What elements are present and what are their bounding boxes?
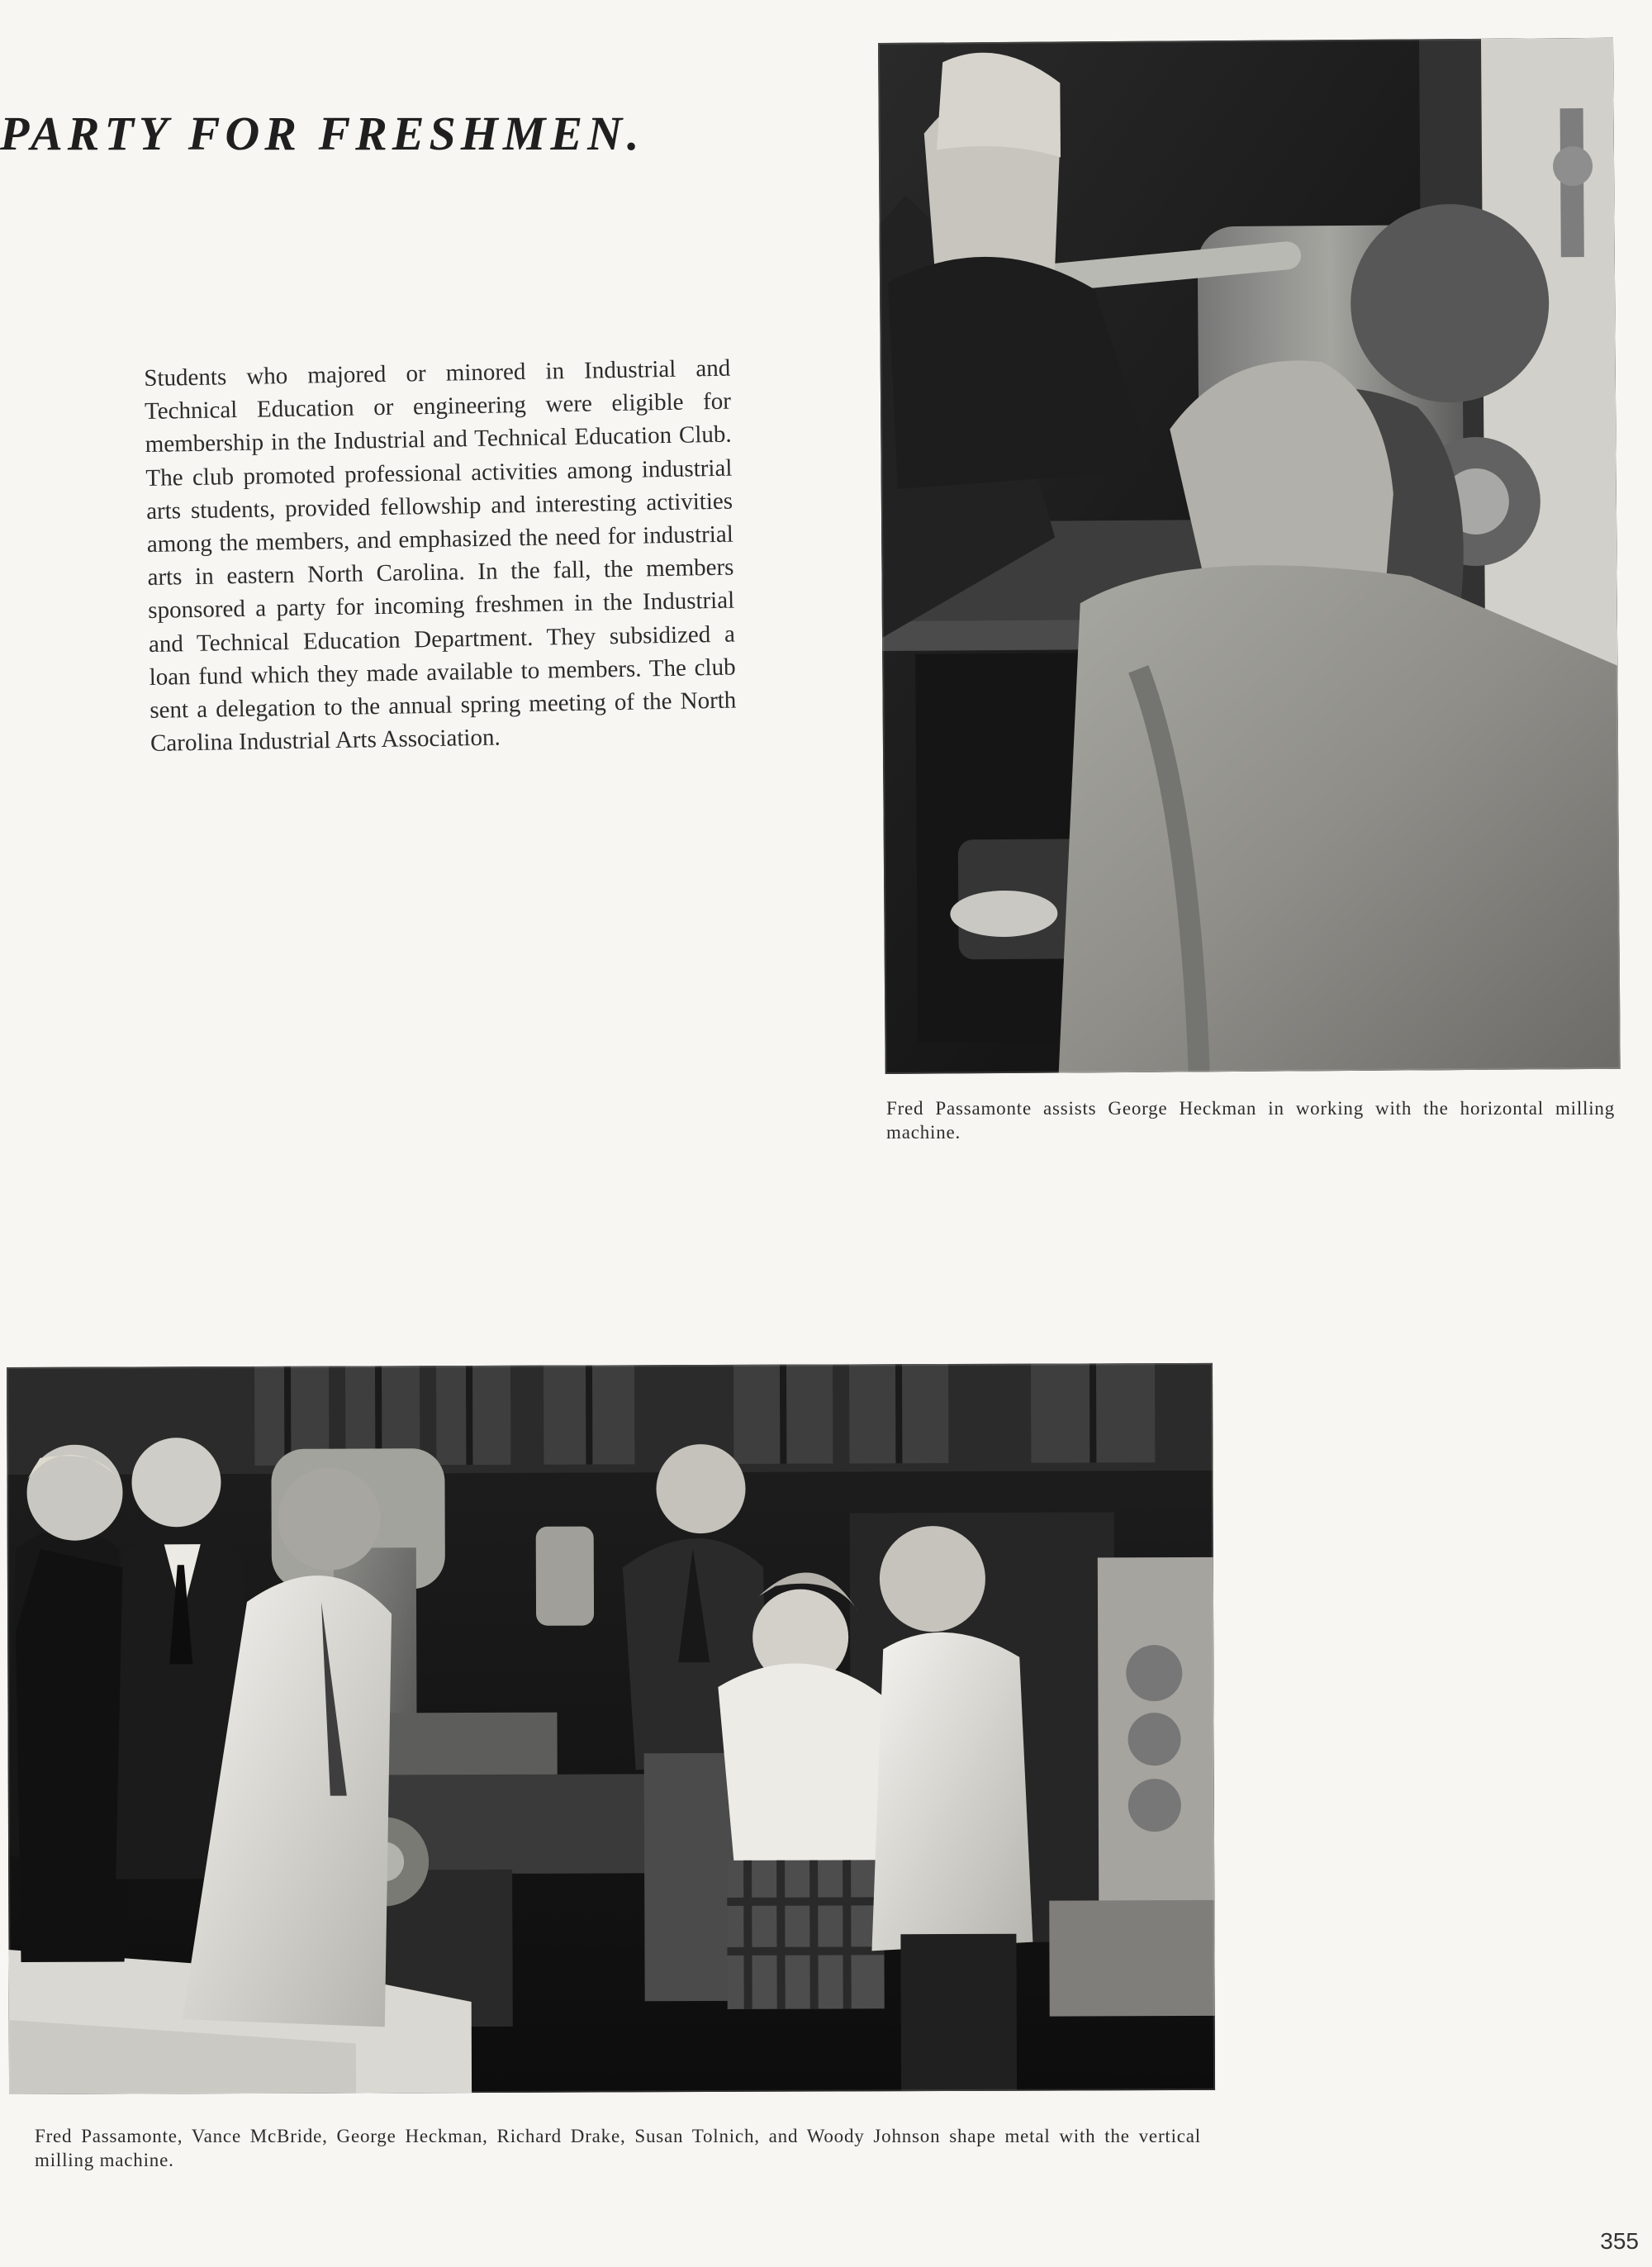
page-headline: PARTY FOR FRESHMEN.: [0, 107, 644, 160]
article-body: Students who majored or minored in Industrial and Technical Education or engineering were eligible for membership in the Industrial and Technical Education Club. The club promoted professional activities among industrial arts students, provided fellowship and interesting activities among the members, and emphasized the need for industrial arts in eastern North Carolina. In the fall, the members sponsored a party for incoming freshmen in the Industrial and Technical Education Department. They subsidized a loan fund which they made available to members. The club sent a delegation to the annual spring meeting of the North Carolina Industrial Arts Association.: [144, 354, 737, 758]
bottom-photo-caption: Fred Passamonte, Vance McBride, George Heckman, Richard Drake, Susan Tolnich, and Woody Johnson shape metal with the vertical milling machine.: [35, 2126, 1201, 2170]
page-number: 355: [1600, 2228, 1639, 2254]
horizontal-milling-photo: [878, 38, 1621, 1074]
top-photo-caption: Fred Passamonte assists George Heckman in working with the horizontal milling machine.: [886, 1098, 1615, 1143]
vertical-milling-photo: [7, 1363, 1215, 2094]
